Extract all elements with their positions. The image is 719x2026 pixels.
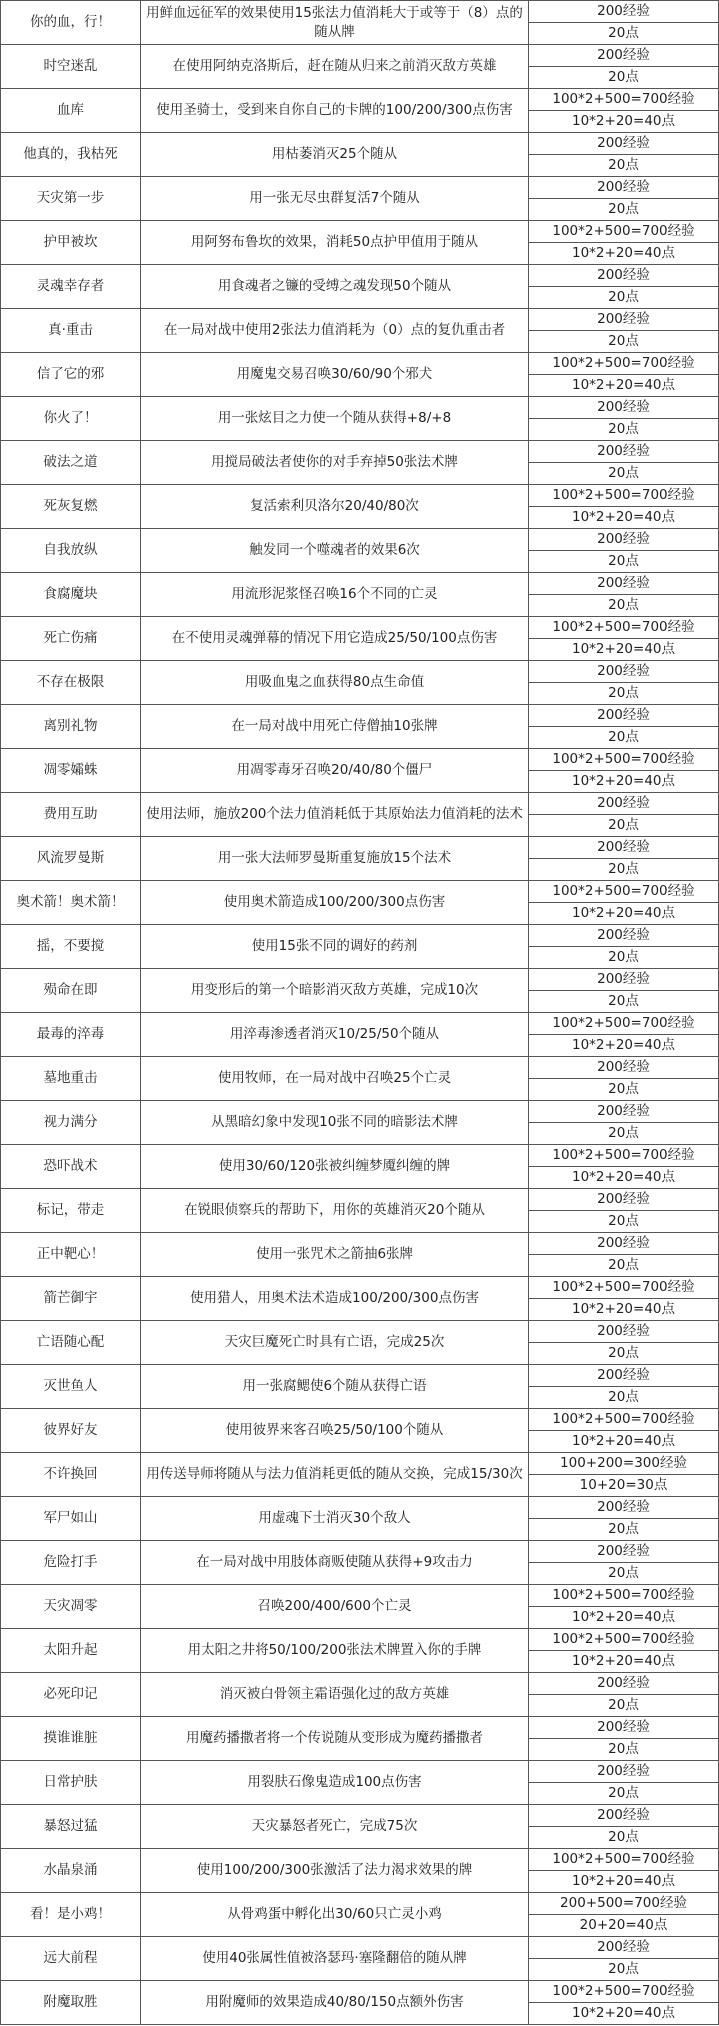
reward-experience: 200经验 xyxy=(529,1805,719,1827)
achievement-name: 暴怒过猛 xyxy=(1,1805,141,1849)
reward-experience: 100*2+500=700经验 xyxy=(529,89,719,111)
reward-points: 20点 xyxy=(529,859,719,881)
achievement-description: 用一张炫目之力使一个随从获得+8/+8 xyxy=(141,397,529,441)
achievement-name: 彼界好友 xyxy=(1,1409,141,1453)
achievement-name: 不许换回 xyxy=(1,1453,141,1497)
reward-experience: 200经验 xyxy=(529,705,719,727)
reward-points: 20点 xyxy=(529,991,719,1013)
reward-experience: 100*2+500=700经验 xyxy=(529,485,719,507)
reward-experience: 100*2+500=700经验 xyxy=(529,1629,719,1651)
table-row xyxy=(1,1233,719,1255)
achievement-name: 日常护肤 xyxy=(1,1761,141,1805)
achievement-description: 天灾暴怒者死亡，完成75次 xyxy=(141,1805,529,1849)
table-row xyxy=(1,45,719,67)
achievement-description: 用一张腐鳃使6个随从获得亡语 xyxy=(141,1365,529,1409)
achievement-description: 用变形后的第一个暗影消灭敌方英雄，完成10次 xyxy=(141,969,529,1013)
reward-points: 10*2+20=40点 xyxy=(529,507,719,529)
table-row xyxy=(1,1189,719,1211)
table-row xyxy=(1,969,719,991)
reward-experience: 200经验 xyxy=(529,1541,719,1563)
table-row xyxy=(1,925,719,947)
table-row xyxy=(1,529,719,551)
reward-experience: 200经验 xyxy=(529,1,719,23)
achievement-name: 时空迷乱 xyxy=(1,45,141,89)
achievement-name: 附魔取胜 xyxy=(1,1981,141,2025)
reward-experience: 200经验 xyxy=(529,661,719,683)
table-row xyxy=(1,265,719,287)
achievement-name: 奥术箭！奥术箭！ xyxy=(1,881,141,925)
reward-experience: 200经验 xyxy=(529,925,719,947)
reward-points: 20点 xyxy=(529,1255,719,1277)
reward-experience: 200经验 xyxy=(529,1321,719,1343)
table-row xyxy=(1,1145,719,1167)
achievement-description: 使用40张属性值被洛瑟玛·塞隆翻倍的随从牌 xyxy=(141,1937,529,1981)
achievement-name: 远大前程 xyxy=(1,1937,141,1981)
achievement-description: 从黑暗幻象中发现10张不同的暗影法术牌 xyxy=(141,1101,529,1145)
reward-points: 10+20=30点 xyxy=(529,1475,719,1497)
reward-experience: 100*2+500=700经验 xyxy=(529,1277,719,1299)
achievement-description: 复活索利贝洛尔20/40/80次 xyxy=(141,485,529,529)
achievement-description: 用吸血鬼之血获得80点生命值 xyxy=(141,661,529,705)
reward-points: 10*2+20=40点 xyxy=(529,1299,719,1321)
table-row xyxy=(1,1761,719,1783)
reward-experience: 200经验 xyxy=(529,1717,719,1739)
achievement-description: 用附魔师的效果造成40/80/150点额外伤害 xyxy=(141,1981,529,2025)
reward-points: 20点 xyxy=(529,683,719,705)
achievement-name: 食腐魔块 xyxy=(1,573,141,617)
reward-experience: 200经验 xyxy=(529,1233,719,1255)
reward-experience: 200经验 xyxy=(529,45,719,67)
reward-experience: 100+200=300经验 xyxy=(529,1453,719,1475)
table-row xyxy=(1,1321,719,1343)
achievement-name: 危险打手 xyxy=(1,1541,141,1585)
achievement-description: 在不使用灵魂弹幕的情况下用它造成25/50/100点伤害 xyxy=(141,617,529,661)
achievement-description: 用太阳之井将50/100/200张法术牌置入你的手牌 xyxy=(141,1629,529,1673)
table-row xyxy=(1,661,719,683)
reward-experience: 100*2+500=700经验 xyxy=(529,1849,719,1871)
reward-experience: 100*2+500=700经验 xyxy=(529,1013,719,1035)
table-row xyxy=(1,837,719,859)
reward-points: 20点 xyxy=(529,595,719,617)
reward-experience: 100*2+500=700经验 xyxy=(529,353,719,375)
achievement-name: 恐吓战术 xyxy=(1,1145,141,1189)
reward-points: 10*2+20=40点 xyxy=(529,1651,719,1673)
achievement-name: 正中靶心！ xyxy=(1,1233,141,1277)
reward-experience: 200经验 xyxy=(529,1101,719,1123)
reward-points: 20点 xyxy=(529,1123,719,1145)
achievement-description: 使用15张不同的调好的药剂 xyxy=(141,925,529,969)
achievement-name: 标记，带走 xyxy=(1,1189,141,1233)
achievement-description: 用流形泥浆怪召唤16个不同的亡灵 xyxy=(141,573,529,617)
reward-experience: 100*2+500=700经验 xyxy=(529,1585,719,1607)
achievement-name: 不存在极限 xyxy=(1,661,141,705)
table-row xyxy=(1,573,719,595)
reward-experience: 200经验 xyxy=(529,309,719,331)
reward-experience: 200经验 xyxy=(529,1937,719,1959)
achievement-description: 召唤200/400/600个亡灵 xyxy=(141,1585,529,1629)
achievement-description: 在一局对战中用肢体商贩使随从获得+9攻击力 xyxy=(141,1541,529,1585)
reward-points: 10*2+20=40点 xyxy=(529,1431,719,1453)
achievement-description: 使用一张咒术之箭抽6张牌 xyxy=(141,1233,529,1277)
reward-points: 20点 xyxy=(529,1343,719,1365)
reward-points: 20点 xyxy=(529,947,719,969)
table-row xyxy=(1,133,719,155)
table-row xyxy=(1,617,719,639)
achievement-name: 自我放纵 xyxy=(1,529,141,573)
reward-points: 20点 xyxy=(529,1739,719,1761)
table-row xyxy=(1,1981,719,2003)
achievement-description: 使用猎人，用奥术法术造成100/200/300点伤害 xyxy=(141,1277,529,1321)
table-row xyxy=(1,1893,719,1915)
table-row xyxy=(1,353,719,375)
table-row xyxy=(1,1365,719,1387)
achievement-name: 死灰复燃 xyxy=(1,485,141,529)
achievement-description: 消灭被白骨领主霜语强化过的敌方英雄 xyxy=(141,1673,529,1717)
achievement-description: 用魔鬼交易召唤30/60/90个邪犬 xyxy=(141,353,529,397)
table-row xyxy=(1,1409,719,1431)
achievement-description: 使用法师，施放200个法力值消耗低于其原始法力值消耗的法术 xyxy=(141,793,529,837)
achievement-description: 用阿努布鲁坎的效果，消耗50点护甲值用于随从 xyxy=(141,221,529,265)
achievement-name: 必死印记 xyxy=(1,1673,141,1717)
reward-points: 10*2+20=40点 xyxy=(529,1035,719,1057)
reward-experience: 200经验 xyxy=(529,573,719,595)
achievement-name: 箭芒御宇 xyxy=(1,1277,141,1321)
achievement-description: 使用100/200/300张激活了法力渴求效果的牌 xyxy=(141,1849,529,1893)
reward-experience: 100*2+500=700经验 xyxy=(529,881,719,903)
reward-experience: 200+500=700经验 xyxy=(529,1893,719,1915)
achievement-description: 用搅局破法者使你的对手弃掉50张法术牌 xyxy=(141,441,529,485)
table-row xyxy=(1,1673,719,1695)
reward-points: 20点 xyxy=(529,1783,719,1805)
achievement-name: 你的血，行！ xyxy=(1,1,141,45)
table-row xyxy=(1,1629,719,1651)
achievement-description: 用枯萎消灭25个随从 xyxy=(141,133,529,177)
reward-experience: 200经验 xyxy=(529,1497,719,1519)
reward-points: 10*2+20=40点 xyxy=(529,1167,719,1189)
achievement-description: 从骨鸡蛋中孵化出30/60只亡灵小鸡 xyxy=(141,1893,529,1937)
reward-experience: 100*2+500=700经验 xyxy=(529,1409,719,1431)
table-row xyxy=(1,221,719,243)
achievement-name: 亡语随心配 xyxy=(1,1321,141,1365)
achievement-name: 离别礼物 xyxy=(1,705,141,749)
reward-points: 20点 xyxy=(529,1695,719,1717)
achievement-name: 灭世鱼人 xyxy=(1,1365,141,1409)
reward-experience: 200经验 xyxy=(529,1189,719,1211)
reward-experience: 200经验 xyxy=(529,1365,719,1387)
table-row xyxy=(1,177,719,199)
reward-points: 20点 xyxy=(529,23,719,45)
achievement-description: 使用彼界来客召唤25/50/100个随从 xyxy=(141,1409,529,1453)
achievement-name: 破法之道 xyxy=(1,441,141,485)
achievement-description: 使用30/60/120张被纠缠梦魇纠缠的牌 xyxy=(141,1145,529,1189)
achievement-description: 触发同一个噬魂者的效果6次 xyxy=(141,529,529,573)
achievement-name: 天灾第一步 xyxy=(1,177,141,221)
table-row xyxy=(1,1717,719,1739)
achievement-table-body xyxy=(1,1,719,2025)
achievement-description: 天灾巨魔死亡时具有亡语，完成25次 xyxy=(141,1321,529,1365)
achievement-name: 风流罗曼斯 xyxy=(1,837,141,881)
reward-points: 20点 xyxy=(529,551,719,573)
achievement-name: 殒命在即 xyxy=(1,969,141,1013)
table-row xyxy=(1,1849,719,1871)
reward-points: 10*2+20=40点 xyxy=(529,375,719,397)
reward-points: 20+20=40点 xyxy=(529,1915,719,1937)
achievement-description: 用鲜血远征军的效果使用15张法力值消耗大于或等于（8）点的随从牌 xyxy=(141,1,529,45)
achievement-name: 护甲被坎 xyxy=(1,221,141,265)
reward-experience: 200经验 xyxy=(529,969,719,991)
reward-points: 20点 xyxy=(529,1079,719,1101)
achievement-name: 信了它的邪 xyxy=(1,353,141,397)
achievement-description: 用魔药播撒者将一个传说随从变形成为魔药播撒者 xyxy=(141,1717,529,1761)
table-row xyxy=(1,881,719,903)
reward-points: 10*2+20=40点 xyxy=(529,243,719,265)
reward-experience: 200经验 xyxy=(529,177,719,199)
reward-points: 10*2+20=40点 xyxy=(529,903,719,925)
table-row xyxy=(1,89,719,111)
achievement-description: 用一张大法师罗曼斯重复施放15个法术 xyxy=(141,837,529,881)
achievement-name: 太阳升起 xyxy=(1,1629,141,1673)
reward-points: 20点 xyxy=(529,287,719,309)
reward-experience: 200经验 xyxy=(529,265,719,287)
achievement-description: 在锐眼侦察兵的帮助下，用你的英雄消灭20个随从 xyxy=(141,1189,529,1233)
reward-points: 20点 xyxy=(529,1387,719,1409)
reward-points: 20点 xyxy=(529,1211,719,1233)
table-row xyxy=(1,1497,719,1519)
achievement-name: 他真的，我枯死 xyxy=(1,133,141,177)
achievement-description: 在一局对战中用死亡侍僧抽10张牌 xyxy=(141,705,529,749)
table-row xyxy=(1,1585,719,1607)
reward-points: 20点 xyxy=(529,1563,719,1585)
reward-points: 20点 xyxy=(529,419,719,441)
achievement-name: 水晶泉涌 xyxy=(1,1849,141,1893)
reward-points: 10*2+20=40点 xyxy=(529,1607,719,1629)
achievement-description: 用裂肤石像鬼造成100点伤害 xyxy=(141,1761,529,1805)
achievement-description: 在一局对战中使用2张法力值消耗为（0）点的复仇重击者 xyxy=(141,309,529,353)
reward-points: 10*2+20=40点 xyxy=(529,1871,719,1893)
reward-experience: 200经验 xyxy=(529,1057,719,1079)
reward-points: 20点 xyxy=(529,463,719,485)
achievement-name: 视力满分 xyxy=(1,1101,141,1145)
achievement-name: 真·重击 xyxy=(1,309,141,353)
reward-experience: 200经验 xyxy=(529,837,719,859)
reward-experience: 200经验 xyxy=(529,133,719,155)
achievement-description: 用传送导师将随从与法力值消耗更低的随从交换，完成15/30次 xyxy=(141,1453,529,1497)
reward-experience: 200经验 xyxy=(529,397,719,419)
achievement-description: 使用牧师，在一局对战中召唤25个亡灵 xyxy=(141,1057,529,1101)
achievement-name: 凋零孀蛛 xyxy=(1,749,141,793)
achievement-description: 用淬毒渗透者消灭10/25/50个随从 xyxy=(141,1013,529,1057)
achievement-name: 墓地重击 xyxy=(1,1057,141,1101)
reward-experience: 100*2+500=700经验 xyxy=(529,221,719,243)
reward-experience: 200经验 xyxy=(529,793,719,815)
reward-points: 20点 xyxy=(529,67,719,89)
reward-points: 20点 xyxy=(529,1519,719,1541)
reward-points: 20点 xyxy=(529,727,719,749)
reward-experience: 200经验 xyxy=(529,1761,719,1783)
achievement-name: 军尸如山 xyxy=(1,1497,141,1541)
achievement-name: 死亡伤痛 xyxy=(1,617,141,661)
reward-experience: 100*2+500=700经验 xyxy=(529,617,719,639)
achievement-name: 费用互助 xyxy=(1,793,141,837)
reward-points: 20点 xyxy=(529,331,719,353)
table-row xyxy=(1,1057,719,1079)
achievement-name: 摸谁谁脏 xyxy=(1,1717,141,1761)
table-row xyxy=(1,793,719,815)
reward-points: 20点 xyxy=(529,155,719,177)
reward-experience: 200经验 xyxy=(529,441,719,463)
achievement-description: 使用圣骑士，受到来自你自己的卡牌的100/200/300点伤害 xyxy=(141,89,529,133)
reward-points: 10*2+20=40点 xyxy=(529,771,719,793)
reward-experience: 100*2+500=700经验 xyxy=(529,749,719,771)
reward-points: 20点 xyxy=(529,1959,719,1981)
reward-points: 10*2+20=40点 xyxy=(529,2003,719,2025)
achievement-name: 血库 xyxy=(1,89,141,133)
table-row xyxy=(1,485,719,507)
table-row xyxy=(1,749,719,771)
table-row xyxy=(1,1,719,23)
reward-points: 10*2+20=40点 xyxy=(529,639,719,661)
achievement-name: 最毒的淬毒 xyxy=(1,1013,141,1057)
table-row xyxy=(1,1277,719,1299)
table-row xyxy=(1,1453,719,1475)
achievement-description: 用虚魂下士消灭30个敌人 xyxy=(141,1497,529,1541)
table-row xyxy=(1,1013,719,1035)
achievement-description: 使用奥术箭造成100/200/300点伤害 xyxy=(141,881,529,925)
reward-points: 10*2+20=40点 xyxy=(529,111,719,133)
table-row xyxy=(1,705,719,727)
table-row xyxy=(1,397,719,419)
achievement-name: 摇，不要搅 xyxy=(1,925,141,969)
reward-points: 20点 xyxy=(529,815,719,837)
table-row xyxy=(1,1101,719,1123)
table-row xyxy=(1,309,719,331)
achievement-name: 你火了！ xyxy=(1,397,141,441)
achievement-name: 看！是小鸡！ xyxy=(1,1893,141,1937)
reward-points: 20点 xyxy=(529,1827,719,1849)
table-row xyxy=(1,1805,719,1827)
reward-experience: 100*2+500=700经验 xyxy=(529,1145,719,1167)
achievement-name: 天灾凋零 xyxy=(1,1585,141,1629)
table-row xyxy=(1,441,719,463)
achievement-description: 在使用阿纳克洛斯后，赶在随从归来之前消灭敌方英雄 xyxy=(141,45,529,89)
table-row xyxy=(1,1541,719,1563)
achievement-name: 灵魂幸存者 xyxy=(1,265,141,309)
achievement-description: 用食魂者之镰的受缚之魂发现50个随从 xyxy=(141,265,529,309)
reward-experience: 200经验 xyxy=(529,529,719,551)
achievement-description: 用一张无尽虫群复活7个随从 xyxy=(141,177,529,221)
reward-experience: 100*2+500=700经验 xyxy=(529,1981,719,2003)
table-row xyxy=(1,1937,719,1959)
achievement-description: 用凋零毒牙召唤20/40/80个僵尸 xyxy=(141,749,529,793)
reward-experience: 200经验 xyxy=(529,1673,719,1695)
reward-points: 20点 xyxy=(529,199,719,221)
